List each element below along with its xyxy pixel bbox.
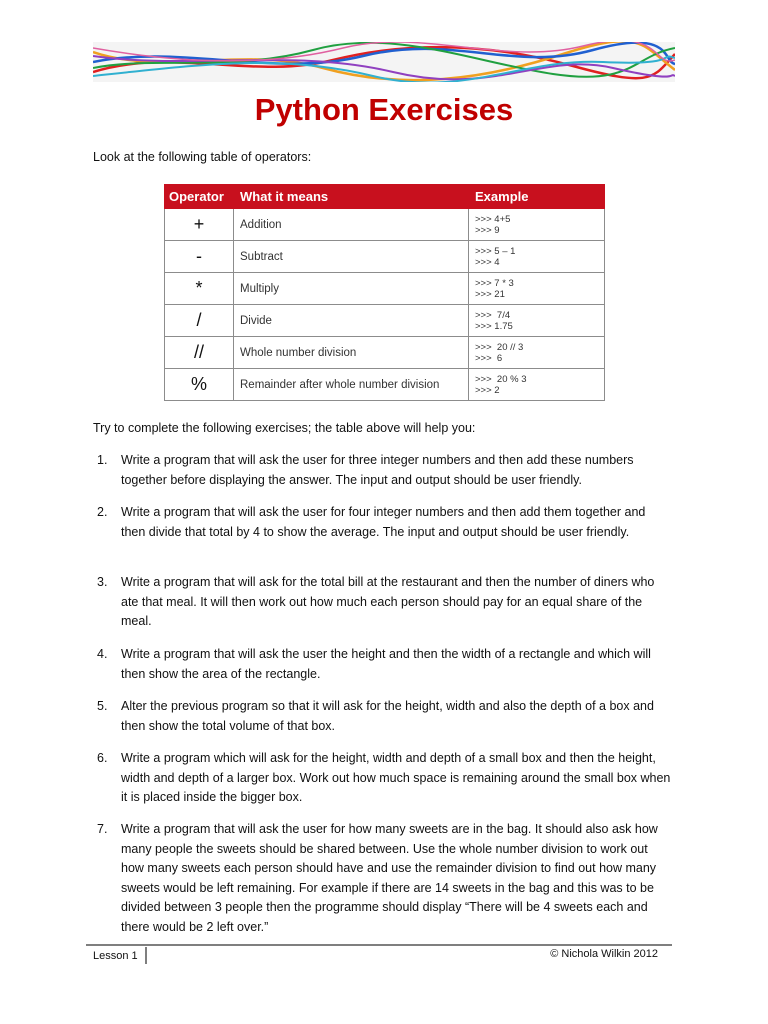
- operator-example: [469, 241, 605, 273]
- exercise-number: 3.: [97, 575, 108, 589]
- footer-lesson: Lesson 1: [93, 950, 138, 962]
- exercise-text: Write a program that will ask the user for three integer numbers and then add these numbers together before displaying the answer. The input and output should be user friendly.: [121, 453, 634, 487]
- operator-symbol: +: [165, 209, 234, 241]
- example-line: >>> 5 – 1: [475, 245, 516, 257]
- exercise-item: [93, 573, 673, 632]
- example-line: >>> 20 % 3: [475, 373, 527, 385]
- decorative-banner: [93, 42, 675, 82]
- table-row: [165, 369, 605, 401]
- table-row: [165, 241, 605, 273]
- operator-example: [469, 209, 605, 241]
- operator-symbol: //: [165, 337, 234, 369]
- footer-divider: [86, 944, 672, 946]
- intro-text: Look at the following table of operators:: [93, 150, 312, 164]
- example-line: >>> 7/4: [475, 309, 511, 321]
- header-example: Example: [469, 185, 605, 209]
- exercise-text: Write a program that will ask the user for how many sweets are in the bag. It should also ask how many people the sweets should be shared between. Use the whole number division to work out how many sweets each person should have and use the remainder division to find out how many sweets would be left remaining. For example if there are 14 sweets in the bag and this was to be divided between 3 people then the programme should display “There will be 4 sweets each and there would be 2 left over.”: [121, 822, 658, 934]
- example-line: >>> 1.75: [475, 320, 513, 332]
- example-line: >>> 6: [475, 352, 503, 364]
- operator-symbol: /: [165, 305, 234, 337]
- exercise-number: 5.: [97, 699, 108, 713]
- header-meaning: What it means: [234, 185, 469, 209]
- operator-meaning: Multiply: [234, 273, 469, 305]
- exercise-text: Write a program which will ask for the height, width and depth of a small box and then the height, width and depth of a larger box. Work out how much space is remaining around the small box when it is placed inside the bigger box.: [121, 751, 671, 804]
- example-line: >>> 20 // 3: [475, 341, 524, 353]
- exercise-text: Alter the previous program so that it will ask for the height, width and also the depth of a box and then show the total volume of that box.: [121, 699, 654, 733]
- exercise-item: [93, 749, 673, 808]
- operators-table: [164, 184, 605, 401]
- operator-symbol: %: [165, 369, 234, 401]
- exercise-item: [93, 645, 673, 684]
- exercise-item: [93, 820, 673, 937]
- footer-copyright: © Nichola Wilkin 2012: [550, 948, 658, 960]
- table-row: [165, 337, 605, 369]
- example-line: >>> 21: [475, 288, 505, 300]
- exercise-item: [93, 451, 673, 490]
- operator-meaning: Divide: [234, 305, 469, 337]
- example-line: >>> 9: [475, 224, 500, 236]
- operator-meaning: Whole number division: [234, 337, 469, 369]
- table-row: [165, 305, 605, 337]
- exercise-item: [93, 697, 673, 736]
- example-line: >>> 2: [475, 384, 500, 396]
- operator-example: [469, 273, 605, 305]
- operator-example: [469, 337, 605, 369]
- page-title: Python Exercises: [254, 92, 514, 127]
- exercise-text: Write a program that will ask the user for four integer numbers and then add them together and then divide that total by 4 to show the average. The input and output should be user friendly.: [121, 505, 646, 539]
- operator-meaning: Addition: [234, 209, 469, 241]
- exercise-text: Write a program that will ask the user the height and then the width of a rectangle and which will then show the area of the rectangle.: [121, 647, 651, 681]
- exercise-number: 1.: [97, 453, 108, 467]
- operator-meaning: Subtract: [234, 241, 469, 273]
- exercise-number: 6.: [97, 751, 108, 765]
- exercise-number: 7.: [97, 822, 108, 836]
- table-row: [165, 209, 605, 241]
- instructions-text: Try to complete the following exercises; the table above will help you:: [93, 421, 476, 435]
- example-line: >>> 4: [475, 256, 500, 268]
- example-line: >>> 4+5: [475, 213, 511, 225]
- exercise-item: [93, 503, 673, 542]
- exercise-number: 2.: [97, 505, 108, 519]
- operator-symbol: -: [165, 241, 234, 273]
- exercise-number: 4.: [97, 647, 108, 661]
- table-header-row: [165, 185, 605, 209]
- operator-symbol: *: [165, 273, 234, 305]
- example-line: >>> 7 * 3: [475, 277, 514, 289]
- exercise-text: Write a program that will ask for the total bill at the restaurant and then the number of diners who ate that meal. It will then work out how much each person should pay for an equal share of the meal.: [121, 575, 655, 628]
- operator-meaning: Remainder after whole number division: [234, 369, 469, 401]
- table-row: [165, 273, 605, 305]
- operator-example: [469, 369, 605, 401]
- header-operator: Operator: [165, 185, 234, 209]
- footer-lesson-divider: [145, 947, 147, 964]
- operator-example: [469, 305, 605, 337]
